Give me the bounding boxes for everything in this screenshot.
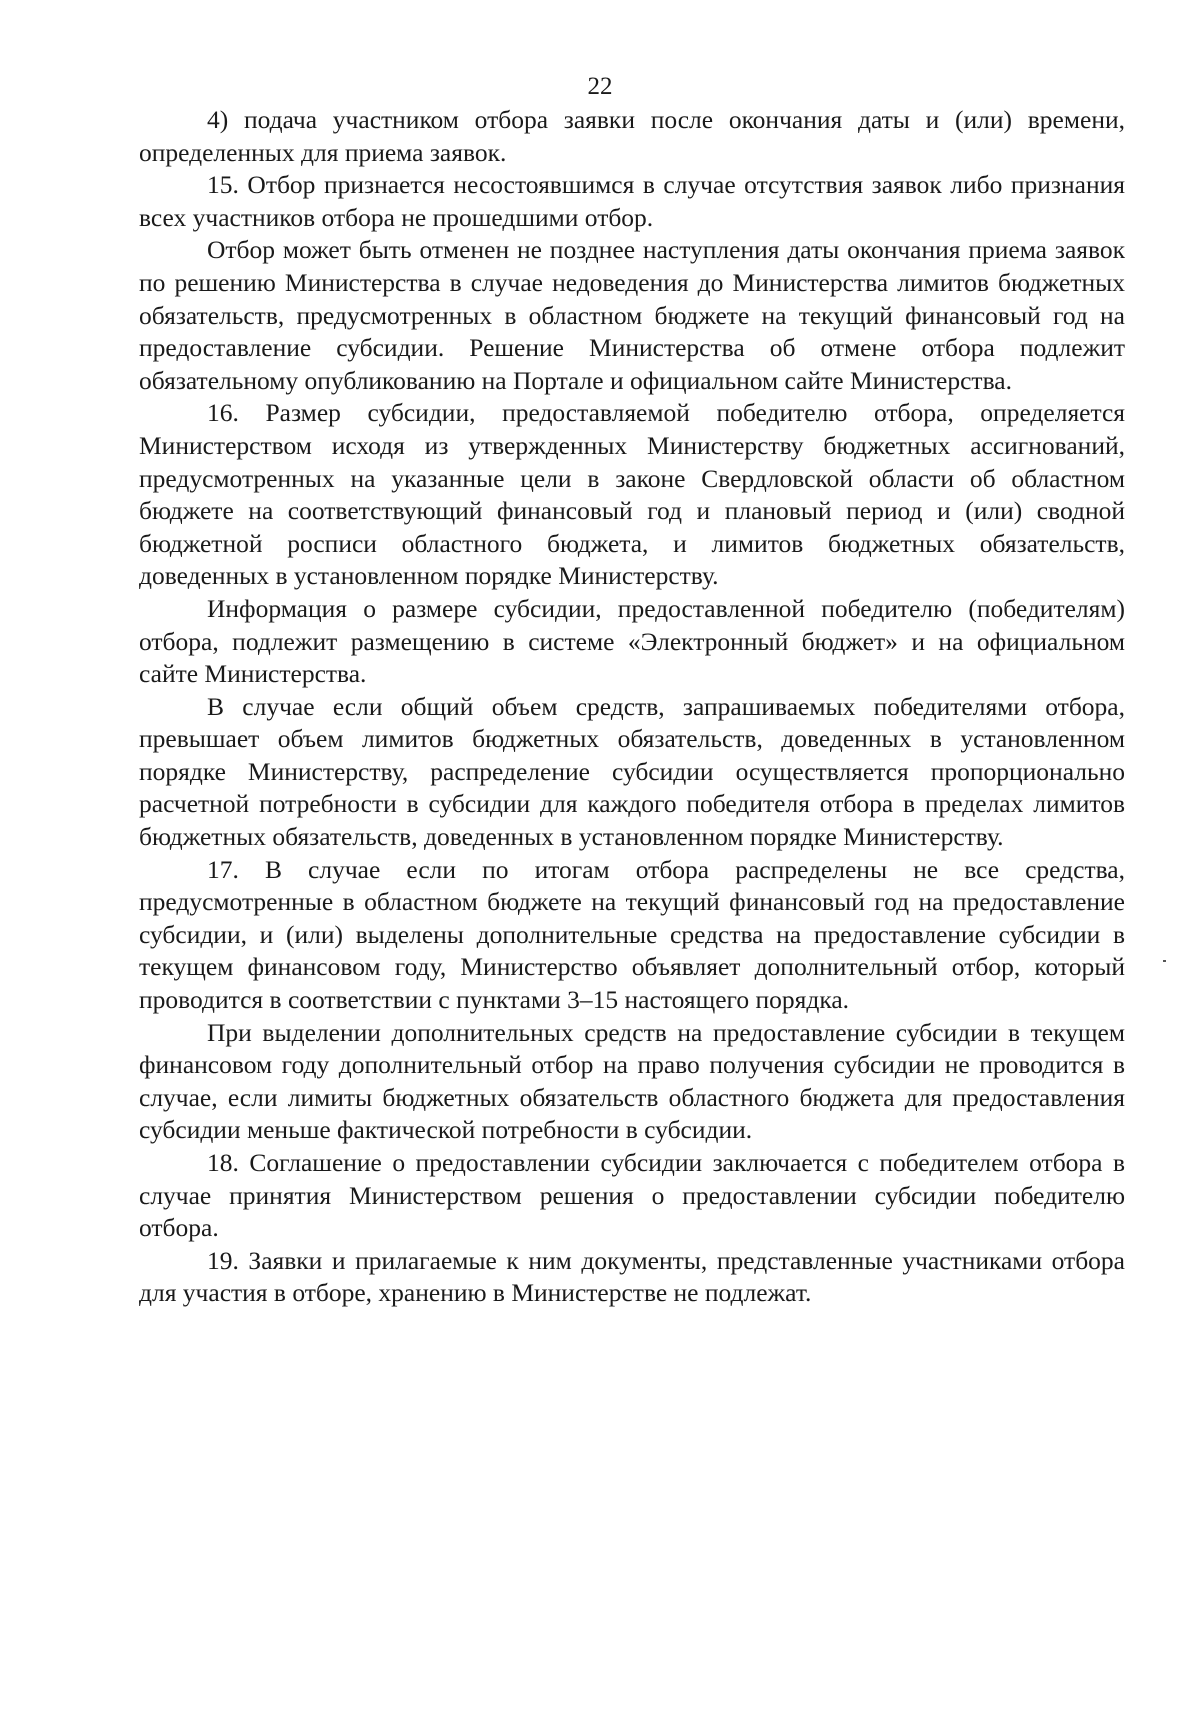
paragraph-17-additional-selection: 17. В случае если по итогам отбора распределены не все средства, предусмотренные в областном бюджете на текущий финансовый год на предоставление субсидии, и (или) выделены дополнительные средства на предоставление субсидии в текущем финансовом году, Министерство объявляет дополнительный отбор, который проводится в соответствии с пунктами 3–15 настоящего порядка. (139, 854, 1125, 1015)
paragraph-16-subsidy-amount: 16. Размер субсидии, предоставляемой победителю отбора, определяется Министерством исходя из утвержденных Министерству бюджетных ассигнований, предусмотренных на указанные цели в законе Свердловской области об областном бюджете на соответствующий финансовый год и плановый период и (или) сводной бюджетной росписи областного бюджета, и лимитов бюджетных обязательств, доведенных в установленном порядке Министерству. (139, 398, 1125, 591)
paragraph-15-selection-failed: 15. Отбор признается несостоявшимся в случае отсутствия заявок либо признания всех участников отбора не прошедшими отбор. (139, 170, 1125, 232)
paragraph-subsidy-information: Информация о размере субсидии, предоставленной победителю (победителям) отбора, подлежит размещению в системе «Электронный бюджет» и на официальном сайте Министерства. (139, 593, 1125, 689)
paragraph-additional-funds: При выделении дополнительных средств на предоставление субсидии в текущем финансовом году дополнительный отбор на право получения субсидии не проводится в случае, если лимиты бюджетных обязательств областного бюджета для предоставления субсидии меньше фактической потребности в субсидии. (139, 1017, 1125, 1145)
paragraph-19-applications-storage: 19. Заявки и прилагаемые к ним документы, представленные участниками отбора для участия в отборе, хранению в Министерстве не подлежат. (139, 1245, 1125, 1308)
paragraph-selection-cancellation: Отбор может быть отменен не позднее наступления даты окончания приема заявок по решению Министерства в случае недоведения до Министерства лимитов бюджетных обязательств, предусмотренных в областном бюджете на текущий финансовый год на предоставление субсидии. Решение Министерства об отмене отбора подлежит обязательному опубликованию на Портале и официальном сайте Министерства. (139, 235, 1125, 395)
document-body (139, 104, 1125, 1310)
scan-margin-mark (1163, 960, 1166, 962)
paragraph-item-4-submission-late: 4) подача участником отбора заявки после окончания даты и (или) времени, определенных для приема заявок. (139, 105, 1125, 167)
page-number: 22 (587, 73, 613, 100)
paragraph-proportional-distribution: В случае если общий объем средств, запрашиваемых победителями отбора, превышает объем лимитов бюджетных обязательств, доведенных в установленном порядке Министерству, распределение субсидии осуществляется пропорционально расчетной потребности в субсидии для каждого победителя отбора в пределах лимитов бюджетных обязательств, доведенных в установленном порядке Министерству. (139, 691, 1125, 852)
paragraph-18-agreement: 18. Соглашение о предоставлении субсидии заключается с победителем отбора в случае принятия Министерством решения о предоставлении субсидии победителю отбора. (139, 1148, 1125, 1243)
